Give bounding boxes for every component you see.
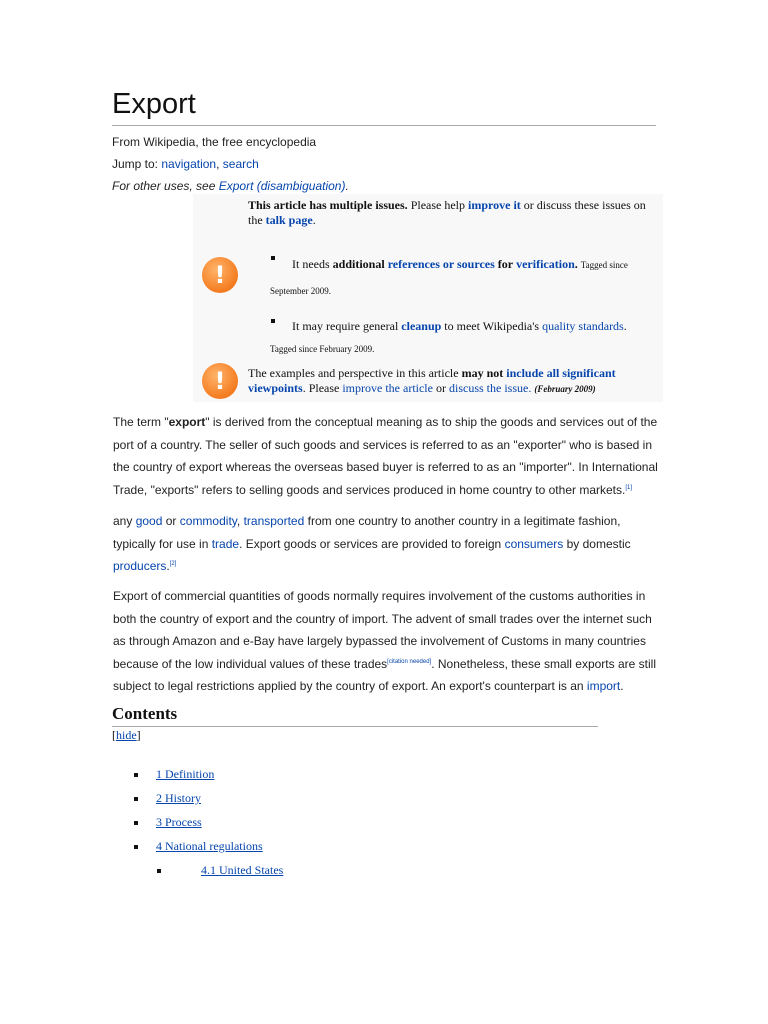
paragraph-text: . bbox=[166, 559, 170, 574]
toc-bracket: [ bbox=[112, 728, 116, 742]
toc-toggle bbox=[112, 728, 141, 743]
hatnote-suffix: . bbox=[345, 179, 349, 193]
site-sub: From Wikipedia, the free encyclopedia bbox=[112, 135, 317, 149]
quality-standards-link[interactable]: quality standards bbox=[542, 319, 624, 333]
import-link[interactable]: import bbox=[586, 679, 621, 694]
globalize-notice bbox=[248, 366, 653, 397]
issue-text: . bbox=[623, 319, 627, 333]
notice-date: (February 2009) bbox=[534, 384, 596, 394]
notice-bold: may not bbox=[461, 366, 504, 380]
bullet bbox=[134, 821, 138, 825]
jump-navigation-link[interactable]: navigation bbox=[161, 157, 217, 171]
discuss-issue-link[interactable]: discuss the issue. bbox=[448, 381, 532, 395]
viewpoints-link[interactable]: include all significant viewpoints bbox=[248, 366, 616, 395]
bullet bbox=[134, 773, 138, 777]
toc-link-united-states[interactable]: 4.1 United States bbox=[201, 863, 284, 877]
issues-text: Please help bbox=[410, 198, 466, 212]
toc-item bbox=[156, 767, 214, 782]
hatnote-prefix: For other uses, see bbox=[112, 179, 216, 193]
commodity-link[interactable]: commodity bbox=[179, 514, 237, 528]
issue-item-cleanup bbox=[270, 315, 650, 360]
issues-text: . bbox=[312, 213, 316, 227]
issue-text: for bbox=[497, 257, 514, 271]
term-bold: export bbox=[168, 415, 206, 429]
toc-item bbox=[156, 791, 201, 806]
producers-link[interactable]: producers bbox=[113, 559, 167, 574]
title-divider bbox=[112, 125, 656, 126]
notice-text: or bbox=[435, 381, 446, 395]
issue-tag: Tagged since September 2009. bbox=[270, 260, 628, 296]
paragraph-text: . Export goods or services are provided to foreign bbox=[239, 536, 502, 551]
hide-toc-link[interactable]: hide bbox=[116, 728, 137, 742]
definition-paragraph bbox=[113, 510, 661, 578]
toc-link-process[interactable]: 3 Process bbox=[156, 815, 202, 829]
paragraph-text: by domestic bbox=[566, 536, 631, 551]
toc-bracket: ] bbox=[136, 728, 141, 742]
issues-summary bbox=[248, 198, 653, 228]
jump-label: Jump to: bbox=[112, 157, 159, 171]
reference-link[interactable]: [2] bbox=[169, 561, 177, 568]
paragraph-text: from one country to another country in a legitimate fashion, typically for use in bbox=[113, 514, 621, 551]
notice-text: . Please bbox=[302, 381, 340, 395]
verification-link[interactable]: verification bbox=[516, 257, 575, 271]
transported-link[interactable]: transported bbox=[243, 514, 305, 528]
reference-link[interactable]: [1] bbox=[625, 484, 632, 491]
toc-link-history[interactable]: 2 History bbox=[156, 791, 201, 805]
jump-separator: , bbox=[216, 157, 220, 171]
references-link[interactable]: references or sources bbox=[387, 257, 495, 271]
bullet bbox=[134, 797, 138, 801]
paragraph-text: , bbox=[236, 514, 241, 528]
toc-item bbox=[156, 815, 202, 830]
toc-item bbox=[156, 839, 263, 854]
issue-item-references bbox=[270, 252, 650, 304]
talk-page-link[interactable]: talk page bbox=[265, 213, 313, 227]
customs-paragraph bbox=[113, 585, 661, 698]
issue-text: It needs bbox=[292, 257, 330, 271]
issue-text: . bbox=[574, 257, 578, 271]
bullet bbox=[134, 845, 138, 849]
citation-needed-link[interactable]: [citation needed] bbox=[387, 658, 432, 665]
consumers-link[interactable]: consumers bbox=[504, 536, 564, 551]
issues-text: or discuss these issues on the bbox=[248, 198, 646, 227]
jump-to bbox=[112, 157, 259, 171]
paragraph-text: . Nonetheless, these small exports are still subject to legal restrictions applied by the country of export. An export's counterpart is an bbox=[113, 656, 656, 694]
issue-text: additional bbox=[332, 257, 385, 271]
disambiguation-link[interactable]: Export (disambiguation) bbox=[218, 179, 346, 193]
toc-item bbox=[201, 863, 283, 878]
jump-search-link[interactable]: search bbox=[222, 157, 259, 171]
paragraph-text: or bbox=[165, 514, 177, 528]
paragraph-text: " is derived from the conceptual meaning as to ship the goods and services out of the port of a country. The seller of such goods and services is referred to as an "exporter" who is based in the country of export whereas the overseas based buyer is referred to as an "importer". In International Trade, "exports" refers to selling goods and services produced in home country to other markets. bbox=[113, 415, 658, 497]
good-link[interactable]: good bbox=[135, 514, 163, 528]
improve-it-link[interactable]: improve it bbox=[468, 198, 521, 212]
intro-paragraph bbox=[113, 411, 661, 501]
paragraph-text: The term " bbox=[113, 415, 169, 429]
paragraph-text: . bbox=[620, 679, 624, 694]
contents-heading: Contents bbox=[112, 704, 178, 723]
issue-text: It may require general bbox=[292, 319, 399, 333]
page-title: Export bbox=[112, 88, 196, 120]
bullet bbox=[157, 869, 161, 873]
toc-link-definition[interactable]: 1 Definition bbox=[156, 767, 215, 781]
notice-text: The examples and perspective in this article bbox=[248, 366, 459, 380]
trade-link[interactable]: trade bbox=[211, 536, 240, 551]
warning-icon: ! bbox=[202, 363, 238, 399]
toc-link-national-regulations[interactable]: 4 National regulations bbox=[156, 839, 263, 853]
cleanup-link[interactable]: cleanup bbox=[401, 319, 442, 333]
issue-text: to meet Wikipedia's bbox=[444, 319, 540, 333]
paragraph-text: any bbox=[113, 514, 133, 528]
improve-article-link[interactable]: improve the article bbox=[342, 381, 433, 395]
issues-title: This article has multiple issues. bbox=[248, 198, 408, 212]
contents-divider bbox=[112, 726, 598, 727]
issue-tag: Tagged since February 2009. bbox=[270, 344, 375, 354]
paragraph-text: Export of commercial quantities of goods normally requires involvement of the customs authorities in both the country of export and the country of import. The advent of small trades over the internet such as through Amazon and e-Bay have largely bypassed the involvement of Customs in many countries because of the low individual values of these trades bbox=[113, 589, 652, 671]
hatnote bbox=[112, 179, 349, 193]
warning-icon: ! bbox=[202, 257, 238, 293]
